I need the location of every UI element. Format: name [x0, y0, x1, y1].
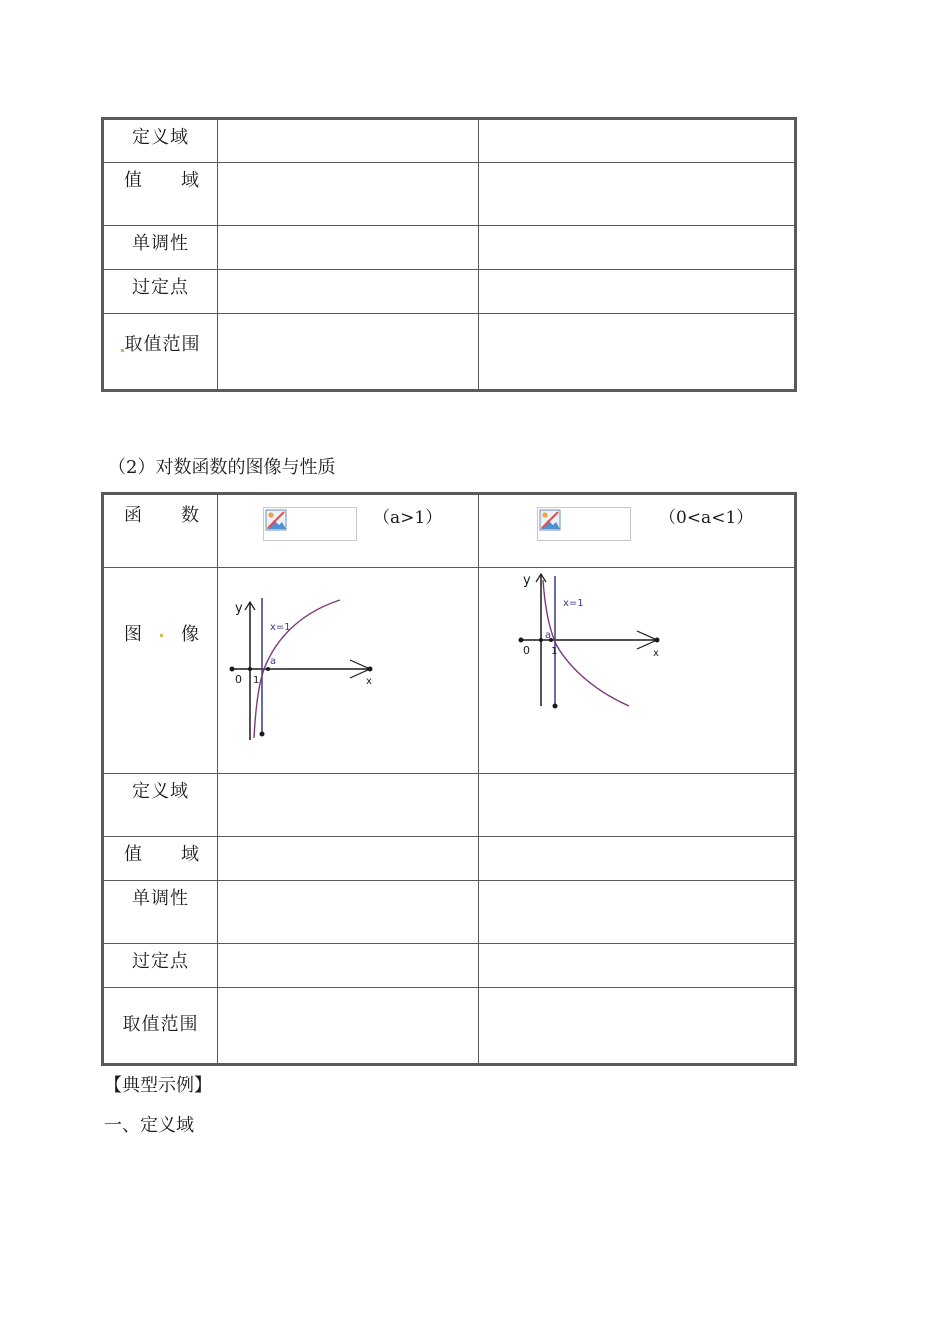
- svg-text:y: y: [523, 573, 531, 588]
- row-label-value-range: 取值范围: [103, 314, 218, 391]
- row-label-monotonicity: 单调性: [103, 881, 218, 944]
- row-label-domain: 定义域: [103, 774, 218, 837]
- cell-empty: [479, 837, 796, 881]
- function-cell-a-gt-1: （a>1）: [218, 494, 479, 568]
- svg-text:x: x: [366, 676, 372, 687]
- cell-empty: [218, 988, 479, 1065]
- svg-text:0: 0: [523, 644, 530, 657]
- log-graph-decreasing: [499, 568, 669, 718]
- broken-image-icon: [539, 509, 561, 531]
- cell-empty: [479, 774, 796, 837]
- examples-heading: 【典型示例】: [104, 1075, 212, 1096]
- row-label-domain: 定义域: [103, 119, 218, 163]
- cell-empty: [479, 988, 796, 1065]
- cell-empty: [479, 226, 796, 270]
- svg-text:x=1: x=1: [270, 622, 291, 633]
- log-graph-increasing: [218, 590, 378, 760]
- svg-text:a: a: [545, 630, 552, 641]
- svg-text:x: x: [653, 648, 659, 659]
- row-label-fixed-point: 过定点: [103, 270, 218, 314]
- subsection-heading: 一、定义域: [104, 1115, 194, 1136]
- dot-mark: [160, 634, 163, 637]
- row-label-range: 值 域: [103, 163, 218, 226]
- cell-empty: [218, 270, 479, 314]
- cell-empty: [218, 119, 479, 163]
- row-label-fixed-point: 过定点: [103, 944, 218, 988]
- svg-text:a: a: [270, 656, 277, 667]
- cell-empty: [479, 270, 796, 314]
- properties-table-2: [101, 492, 797, 1066]
- dot-mark: [121, 349, 124, 352]
- svg-text:x=1: x=1: [563, 598, 584, 609]
- function-image-placeholder: [263, 507, 357, 541]
- properties-table-1: [101, 117, 797, 392]
- svg-text:1: 1: [253, 675, 260, 686]
- cell-empty: [479, 944, 796, 988]
- row-label-monotonicity: 单调性: [103, 226, 218, 270]
- section2-heading: （2）对数函数的图像与性质: [108, 457, 336, 478]
- cell-empty: [218, 226, 479, 270]
- row-label-value-range: 取值范围: [103, 988, 218, 1065]
- cell-empty: [218, 837, 479, 881]
- cell-empty: [218, 774, 479, 837]
- cell-empty: [479, 314, 796, 391]
- cell-empty: [479, 881, 796, 944]
- svg-text:y: y: [235, 601, 243, 616]
- cell-empty: [218, 314, 479, 391]
- cell-empty: [218, 163, 479, 226]
- broken-image-icon: [265, 509, 287, 531]
- cell-empty: [479, 119, 796, 163]
- function-image-placeholder: [537, 507, 631, 541]
- function-cell-a-lt-1: （0<a<1）: [479, 494, 796, 568]
- row-label-range: 值 域: [103, 837, 218, 881]
- graph-cell-a-gt-1: [218, 568, 479, 774]
- graph-cell-a-lt-1: [479, 568, 796, 774]
- svg-text:0: 0: [235, 673, 242, 686]
- cell-empty: [218, 881, 479, 944]
- cell-empty: [479, 163, 796, 226]
- row-label-function: 函 数: [103, 494, 218, 568]
- cell-empty: [218, 944, 479, 988]
- svg-text:1: 1: [551, 646, 558, 657]
- row-label-graph: 图 像: [103, 568, 218, 774]
